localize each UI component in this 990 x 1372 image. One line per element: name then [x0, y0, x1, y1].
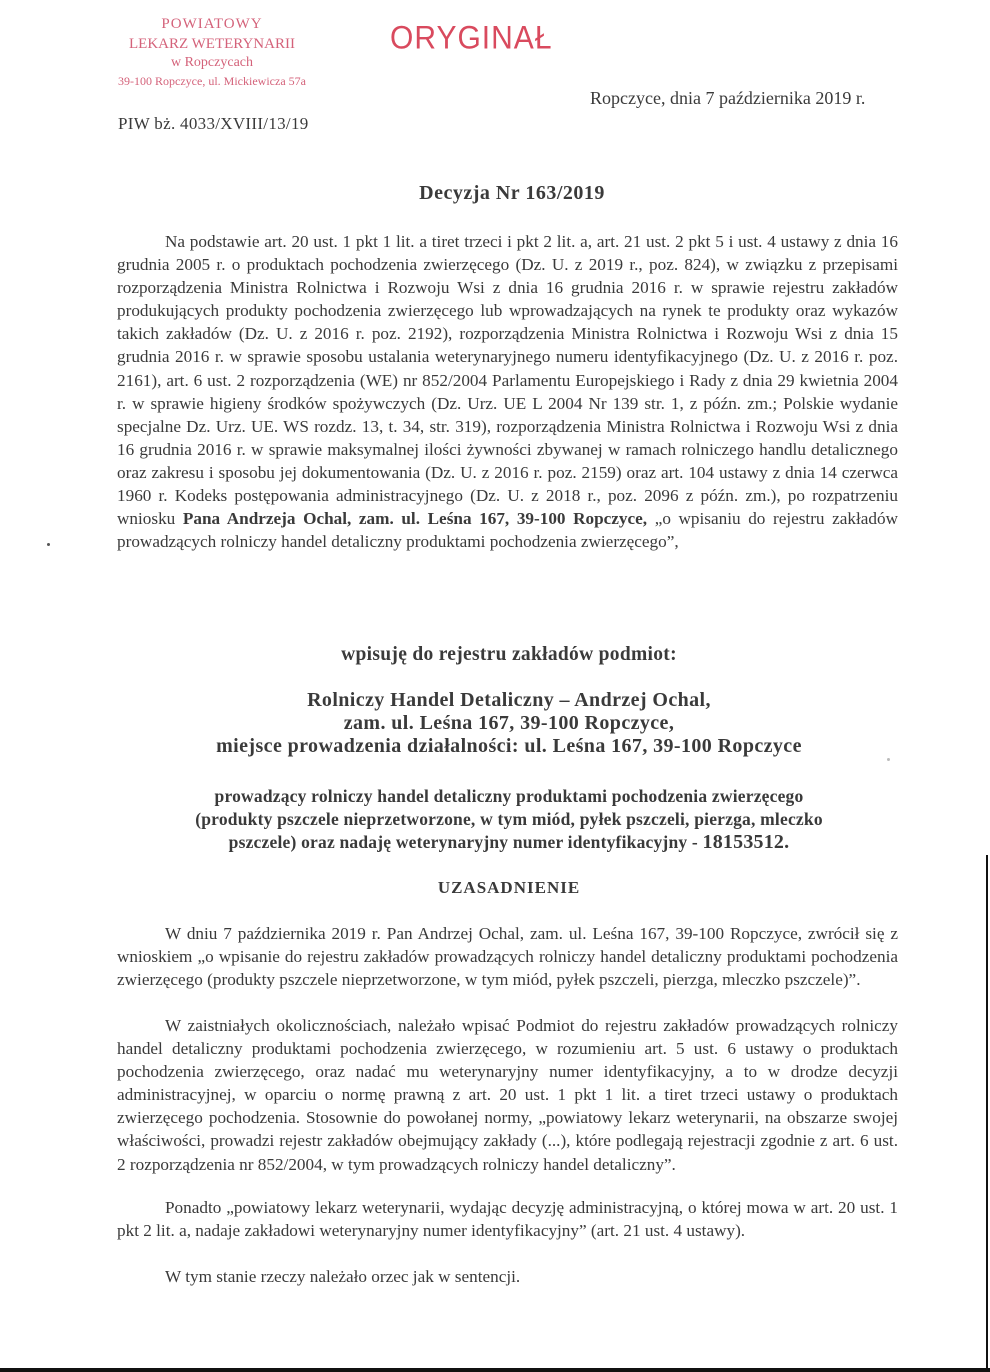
justification-paragraph-4: W tym stanie rzeczy należało orzec jak w sentencji.: [165, 1267, 521, 1286]
entity-block: [100, 689, 918, 758]
legal-basis-end: „o wpisaniu do rejestru zakładów prowadzących rolniczy handel detaliczny produktami pochodzenia zwierzęcego”,: [117, 509, 898, 552]
entity-line-2: zam. ul. Leśna 167, 39-100 Ropczyce,: [343, 712, 675, 734]
stamp-line-3: w Ropczycach: [170, 55, 254, 70]
date-line: Ropczyce, dnia 7 października 2019 r.: [590, 88, 866, 108]
vet-number: 18153512.: [702, 831, 790, 853]
activity-line-2: (produkty pszczele nieprzetworzone, w tym miód, pyłek pszczeli, pierzga, mleczko: [195, 809, 823, 829]
decision-heading: wpisuję do rejestru zakładów podmiot:: [341, 644, 677, 665]
activity-line-1: prowadzący rolniczy handel detaliczny produktami pochodzenia zwierzęcego: [214, 786, 804, 806]
stamp-line-2: LEKARZ WETERYNARII: [129, 36, 295, 52]
justification-paragraph-2: W zaistniałych okolicznościach, należało wpisać Podmiot do rejestru zakładów prowadzących rolniczy handel detaliczny produktami pochodzenia zwierzęcego, w rozumieniu art. 5 ust. 6 ustawy o produktach pochodzenia zwierzęcego, oraz nadać mu weterynaryjny numer identyfikacyjny, a to w drodze decyzji administracyjnej, w oparciu o normę prawną z art. 20 ust. 1 pkt 1 lit. a tiret trzeci ustawy o produktach zwierzęcego pochodzenia. Stosownie do powołanej normy, „powiatowy lekarz weterynarii, na obszarze swojej właściwości, prowadzi rejestr zakładów obejmujący zakłady (...), które podlegają rejestracji zgodnie z art. 6 ust. 2 rozporządzenia nr 852/2004, w tym prowadzących rolniczy handel detaliczny”.: [117, 1016, 898, 1174]
original-stamp: ORYGINAŁ: [390, 20, 553, 57]
legal-basis-paragraph: [117, 230, 898, 553]
legal-basis-text: Na podstawie art. 20 ust. 1 pkt 1 lit. a tiret trzeci i pkt 2 lit. a, art. 21 ust. 2 pkt 5 i ust. 4 ustawy z dnia 16 grudnia 2005 r. o produktach pochodzenia zwierzęcego (Dz. U. z 2019 r., poz. 824), w związku z przepisami rozporządzenia Ministra Rolnictwa i Rozwoju Wsi z dnia 16 grudnia 2016 r. w sprawie rejestru zakładów produkujących produkty pochodzenia zwierzęcego lub wprowadzających na rynek te produkty oraz wykazów takich zakładów (Dz. U. z 2016 r. poz. 2192), rozporządzenia Ministra Rolnictwa i Rozwoju Wsi z dnia 15 grudnia 2016 r. w sprawie sposobu ustalania weterynaryjnego numeru identyfikacyjnego (Dz. U. z 2016 r. poz. 2161), art. 6 ust. 2 rozporządzenia (WE) nr 852/2004 Parlamentu Europejskiego i Rady z dnia 29 kwietnia 2004 r. w sprawie higieny środków spożywczych (Dz. Urz. UE L 2004 Nr 139 str. 1, z późn. zm.; Polskie wydanie specjalne Dz. Urz. UE. WS rozdz. 13, t. 34, str. 319), rozporządzenia Ministra Rolnictwa i Rozwoju Wsi z dnia 16 grudnia 2016 r. w sprawie maksymalnej ilości żywności zbywanej w ramach rolniczego handlu detalicznego oraz zakresu i sposobu jej dokumentowania (Dz. U. z 2016 r. poz. 2159) oraz art. 104 ustawy z dnia 14 czerwca 1960 r. Kodeks postępowania administracyjnego (Dz. U. z 2018 r., poz. 2096 z późn. zm.), po rozpatrzeniu wniosku: [117, 232, 898, 529]
entity-line-3: miejsce prowadzenia działalności: ul. Leśna 167, 39-100 Ropczyce: [216, 735, 802, 757]
stamp-line-1: POWIATOWY: [161, 16, 263, 32]
scan-edge-bottom: [0, 1368, 990, 1372]
official-stamp: [96, 14, 328, 90]
scan-speck: [887, 758, 890, 761]
stamp-line-4: 39-100 Ropczyce, ul. Mickiewicza 57a: [118, 74, 306, 88]
activity-line-3-text: pszczele) oraz nadaję weterynaryjny numer identyfikacyjny -: [228, 832, 703, 852]
justification-heading: UZASADNIENIE: [437, 878, 581, 897]
scan-edge-right: [986, 855, 988, 1372]
justification-paragraph-3: Ponadto „powiatowy lekarz weterynarii, wydając decyzję administracyjną, o której mowa w art. 20 ust. 1 pkt 2 lit. a, nadaje zakładowi weterynaryjny numer identyfikacyjny” (art. 21 ust. 4 ustawy).: [117, 1198, 898, 1241]
activity-line-3: [100, 831, 918, 854]
document-title: Decyzja Nr 163/2019: [419, 182, 605, 204]
activity-block: [100, 785, 918, 854]
justification-paragraph-1: W dniu 7 października 2019 r. Pan Andrzej Ochal, zam. ul. Leśna 167, 39-100 Ropczyce, zwrócił się z wnioskiem „o wpisanie do rejestru zakładów prowadzących rolniczy handel detaliczny produktami pochodzenia zwierzęcego (produkty pszczele nieprzetworzone, w tym miód, pyłek pszczeli, pierzga, mleczko pszczele)”.: [117, 924, 898, 990]
applicant-name: Pana Andrzeja Ochal, zam. ul. Leśna 167, 39-100 Ropczyce,: [182, 509, 648, 529]
reference-number: PIW bż. 4033/XVIII/13/19: [118, 114, 309, 133]
entity-line-1: Rolniczy Handel Detaliczny – Andrzej Ochal,: [307, 689, 711, 711]
scan-speck: [47, 543, 50, 546]
